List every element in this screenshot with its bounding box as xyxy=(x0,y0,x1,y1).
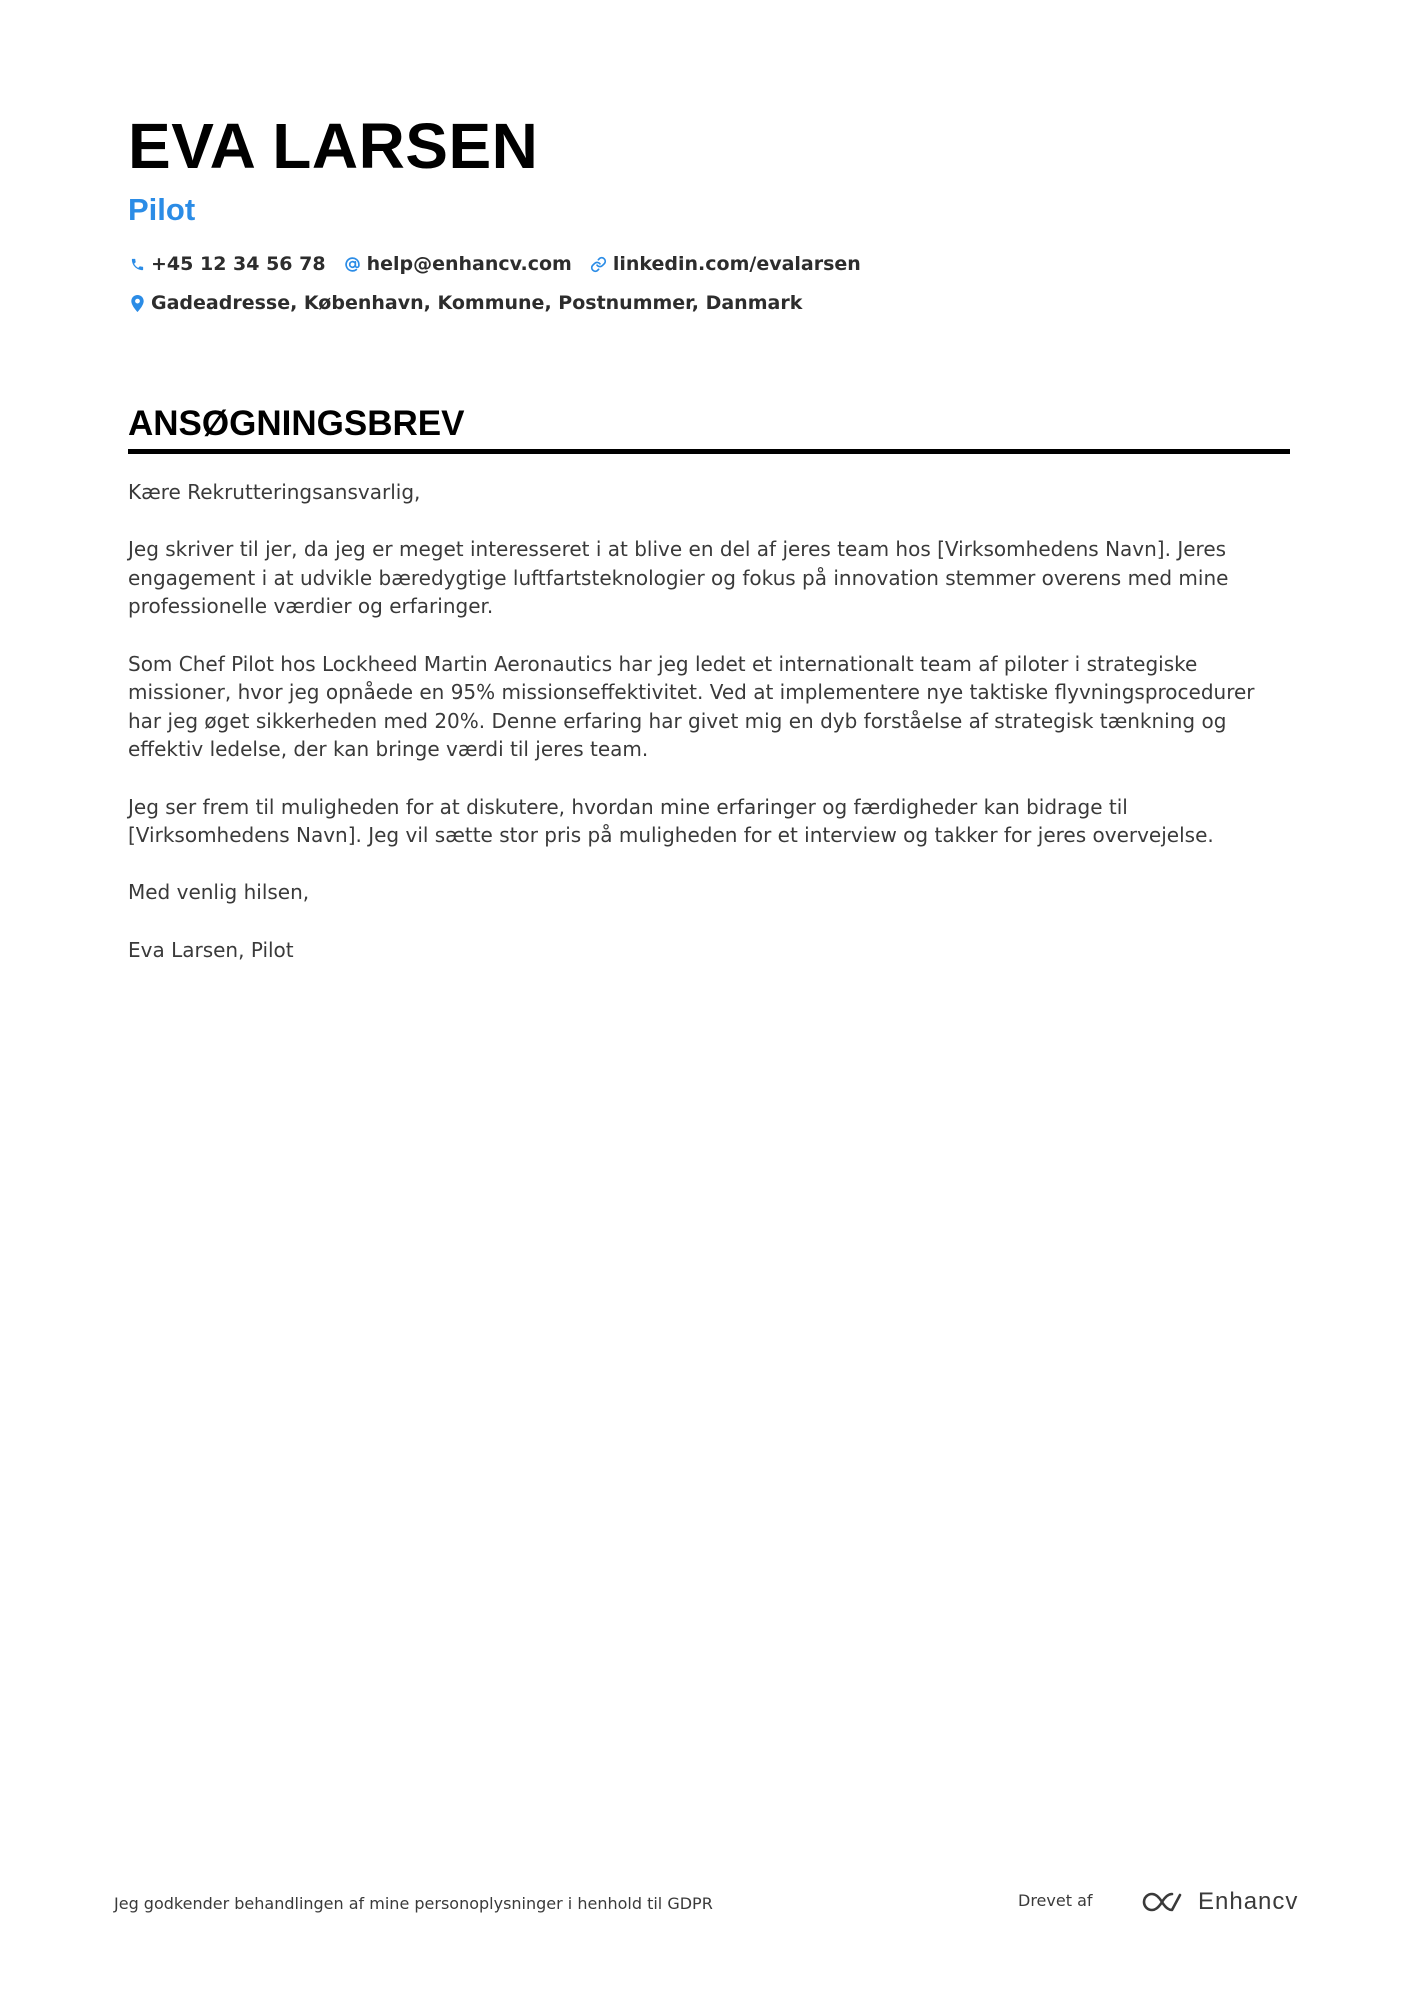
letter-paragraph: Jeg skriver til jer, da jeg er meget interesseret i at blive en del af jeres team hos [Virksomhedens Navn]. Jeres engagement i at udvikle bæredygtige luftfartsteknologier og fokus på innovation stemmer overens med mine professionelle værdier og erfaringer. xyxy=(128,537,1229,619)
contact-row-address xyxy=(128,291,1288,315)
address-text: Gadeadresse, København, Kommune, Postnummer, Danmark xyxy=(151,292,803,314)
at-sign-icon xyxy=(344,254,362,274)
job-title: Pilot xyxy=(128,192,196,227)
enhancv-infinity-logo-icon xyxy=(1140,1889,1188,1915)
cover-letter-section xyxy=(128,402,1290,993)
linkedin-url[interactable]: linkedin.com/evalarsen xyxy=(612,253,861,275)
location-pin-icon xyxy=(128,293,146,313)
phone-icon xyxy=(128,254,146,274)
gdpr-consent-text: Jeg godkender behandlingen af mine personoplysninger i henhold til GDPR xyxy=(114,1894,713,1913)
letter-closing: Med venlig hilsen, xyxy=(128,880,310,905)
brand-name: Enhancv xyxy=(1198,1888,1299,1915)
link-icon xyxy=(590,254,608,274)
header xyxy=(128,108,1288,315)
contact-linkedin xyxy=(590,253,861,275)
contact-row-primary xyxy=(128,252,1288,276)
section-title: ANSØGNINGSBREV xyxy=(128,402,1290,454)
letter-body xyxy=(128,478,1290,964)
candidate-name: EVA LARSEN xyxy=(128,110,539,182)
brand-link[interactable] xyxy=(1140,1886,1298,1918)
letter-paragraph: Jeg ser frem til muligheden for at diskutere, hvordan mine erfaringer og færdigheder kan bidrage til [Virksomhedens Navn]. Jeg vil sætte stor pris på muligheden for et interview og takker for jeres overvejelse. xyxy=(128,794,1214,848)
letter-signature: Eva Larsen, Pilot xyxy=(128,937,294,962)
phone-number: +45 12 34 56 78 xyxy=(151,253,326,275)
letter-paragraph: Som Chef Pilot hos Lockheed Martin Aeronautics har jeg ledet et internationalt team af piloter i strategiske missioner, hvor jeg opnåede en 95% missionseffektivitet. Ved at implementere nye taktiske flyvningsprocedurer har jeg øget sikkerheden med 20%. Denne erfaring har givet mig en dyb forståelse af strategisk tænkning og effektiv ledelse, der kan bringe værdi til jeres team. xyxy=(128,651,1255,762)
powered-by-label: Drevet af xyxy=(1018,1891,1093,1910)
letter-greeting: Kære Rekrutteringsansvarlig, xyxy=(128,480,421,504)
footer xyxy=(114,1886,1299,1926)
contact-address xyxy=(128,292,802,314)
contact-phone xyxy=(128,253,326,275)
contact-email xyxy=(344,253,572,275)
email-address[interactable]: help@enhancv.com xyxy=(366,253,572,275)
